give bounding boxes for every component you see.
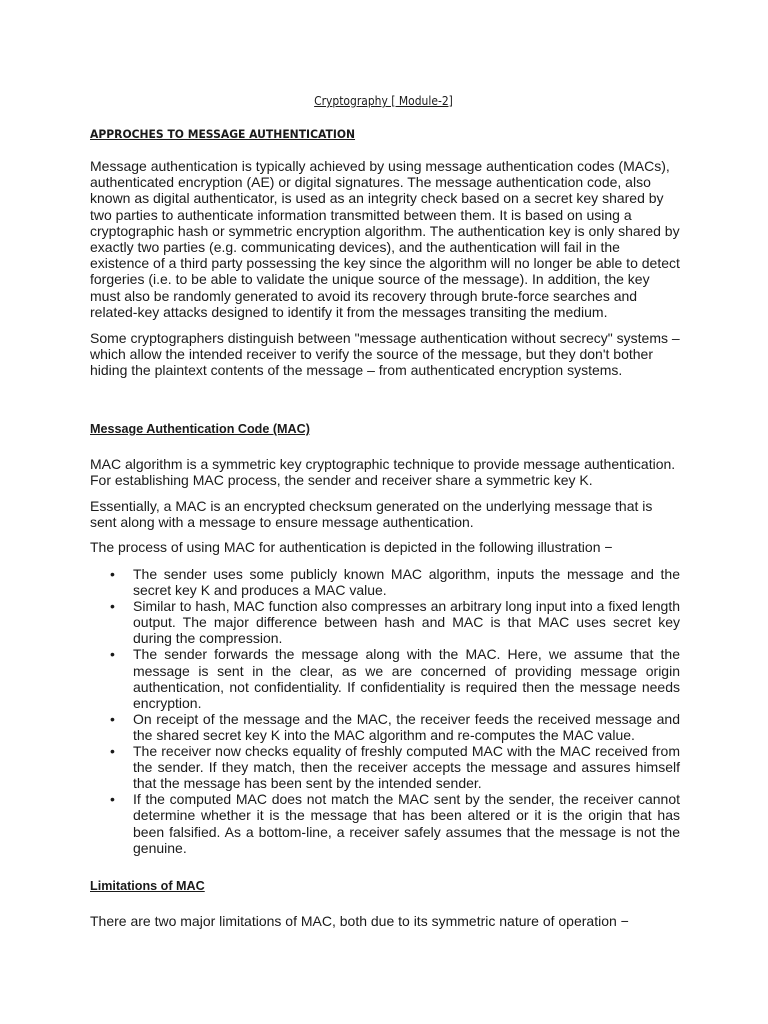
document-title: Cryptography [ Module-2] <box>314 93 453 108</box>
approaches-paragraph-2: Some cryptographers distinguish between "message authentication without secrecy" systems – which allow the intended receiver to verify the source of the message, but they don't bother hiding the plaintext contents of the message – from authenticated encryption systems. <box>90 330 680 379</box>
list-item-text: If the computed MAC does not match the MAC sent by the sender, the receiver cannot determine whether it is the message that has been altered or it is the origin that has been falsified. As a bottom-line, a receiver safely assumes that the message is not the genuine. <box>133 791 680 856</box>
bullet-icon: • <box>110 791 115 808</box>
bullet-icon: • <box>110 743 115 760</box>
mac-process-list <box>90 566 680 856</box>
mac-paragraph-3: The process of using MAC for authentication is depicted in the following illustration − <box>90 539 613 555</box>
list-item <box>90 711 680 743</box>
mac-paragraph-2: Essentially, a MAC is an encrypted checksum generated on the underlying message that is sent along with a message to ensure message authentication. <box>90 498 653 531</box>
mac-paragraph-1: MAC algorithm is a symmetric key cryptographic technique to provide message authentication. For establishing MAC process, the sender and receiver share a symmetric key K. <box>90 456 676 489</box>
bullet-icon: • <box>110 646 115 663</box>
section-heading-approaches: APPROCHES TO MESSAGE AUTHENTICATION <box>90 127 356 141</box>
list-item <box>90 646 680 710</box>
limitations-paragraph-1: There are two major limitations of MAC, both due to its symmetric nature of operation − <box>90 913 629 929</box>
list-item-text: The sender uses some publicly known MAC algorithm, inputs the message and the secret key K and produces a MAC value. <box>133 566 680 599</box>
list-item-text: Similar to hash, MAC function also compresses an arbitrary long input into a fixed length output. The major difference between hash and MAC is that MAC uses secret key during the compression. <box>133 598 680 647</box>
list-item <box>90 743 680 791</box>
list-item <box>90 566 680 598</box>
list-item-text: On receipt of the message and the MAC, the receiver feeds the received message and the shared secret key K into the MAC algorithm and re-computes the MAC value. <box>133 710 680 743</box>
section-heading-limitations: Limitations of MAC <box>90 879 205 893</box>
list-item <box>90 791 680 855</box>
list-item-text: The receiver now checks equality of freshly computed MAC with the MAC received from the sender. If they match, then the receiver accepts the message and assures himself that the message has been sent by the intended sender. <box>133 743 680 792</box>
list-item <box>90 598 680 646</box>
bullet-icon: • <box>110 710 115 727</box>
bullet-icon: • <box>110 598 115 615</box>
bullet-icon: • <box>110 566 115 582</box>
approaches-paragraph-1: Message authentication is typically achieved by using message authentication codes (MACs), authenticated encryption (AE) or digital signatures. The message authentication code, also known as digital authenticator, is used as an integrity check based on a secret key shared by two parties to authenticate information transmitted between them. It is based on using a cryptographic hash or symmetric encryption algorithm. The authentication key is only shared by exactly two parties (e.g. communicating devices), and the authentication will fail in the existence of a third party possessing the key since the algorithm will no longer be able to detect forgeries (i.e. to be able to validate the unique source of the message). In addition, the key must also be randomly generated to avoid its recovery through brute-force searches and related-key attacks designed to identify it from the messages transiting the medium. <box>90 158 680 320</box>
list-item-text: The sender forwards the message along with the MAC. Here, we assume that the message is sent in the clear, as we are concerned of providing message origin authentication, not confidentiality. If confidentiality is required then the message needs encryption. <box>133 646 680 711</box>
section-heading-mac: Message Authentication Code (MAC) <box>90 422 310 436</box>
